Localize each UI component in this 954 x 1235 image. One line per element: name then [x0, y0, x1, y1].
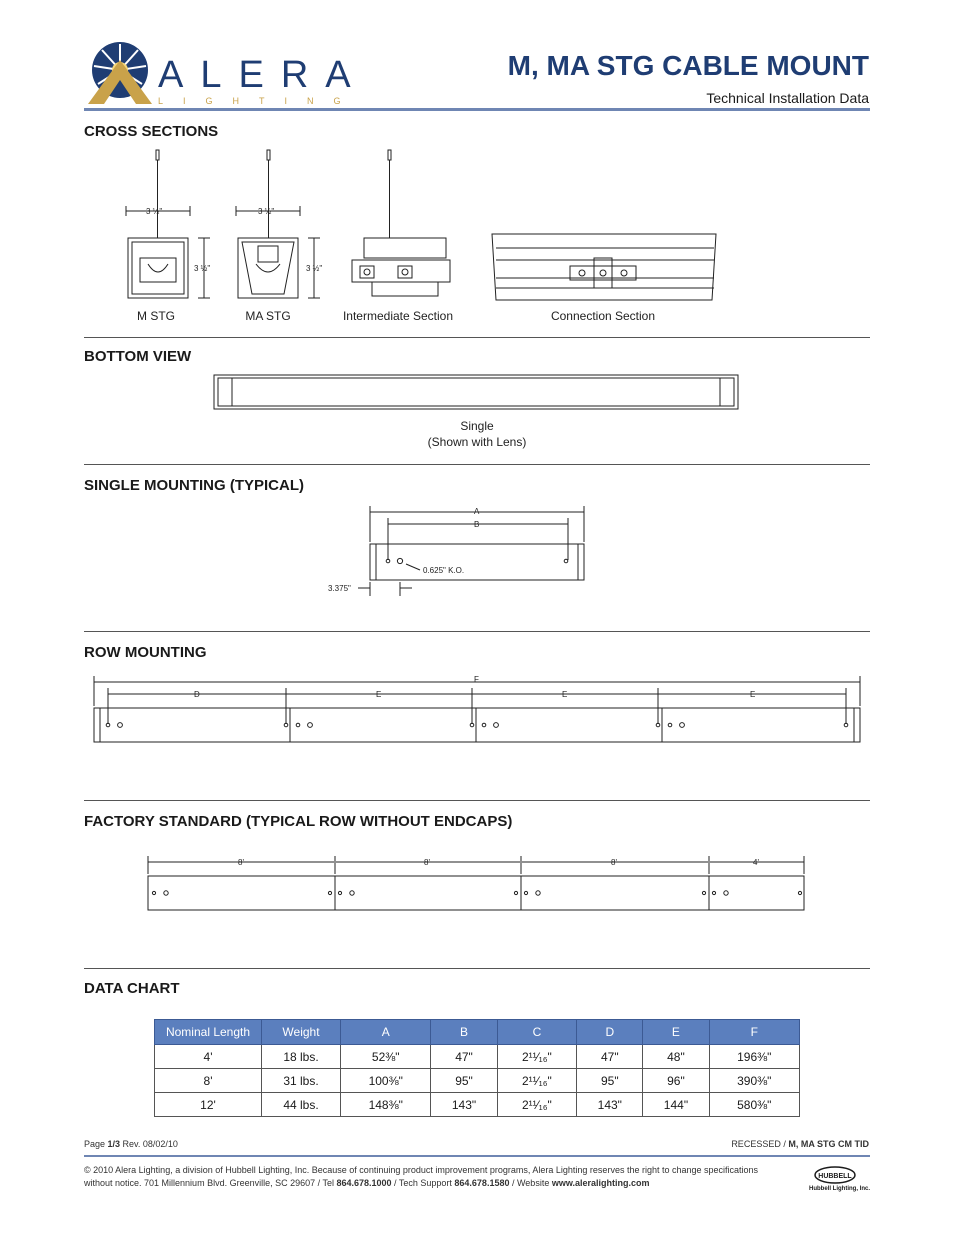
segment-1-label: 8' — [238, 858, 244, 867]
support-prefix: / Tech Support — [391, 1178, 455, 1188]
dim-d-label: D — [194, 690, 200, 699]
section-title-factory-standard: FACTORY STANDARD (TYPICAL ROW WITHOUT ENDCAPS) — [84, 813, 513, 830]
dim-e2-label: E — [562, 690, 568, 699]
section-title-single-mounting: SINGLE MOUNTING (TYPICAL) — [84, 477, 304, 494]
table-row — [155, 1045, 800, 1069]
cell: 2¹¹⁄₁₆" — [497, 1093, 577, 1117]
label-connection-section: Connection Section — [550, 309, 656, 323]
bottom-view-caption-line2: (Shown with Lens) — [427, 435, 527, 449]
page-info — [84, 1139, 178, 1149]
divider-1 — [84, 337, 870, 338]
copyright-text — [84, 1164, 784, 1190]
divider-2 — [84, 464, 870, 465]
cell: 44 lbs. — [262, 1093, 341, 1117]
segment-4-label: 4' — [753, 858, 759, 867]
category: RECESSED / — [731, 1139, 789, 1149]
table-row — [155, 1069, 800, 1093]
section-title-bottom-view: BOTTOM VIEW — [84, 348, 192, 365]
website-link[interactable]: www.aleralighting.com — [551, 1178, 650, 1188]
website-prefix: / Website — [509, 1178, 552, 1188]
document-subtitle: Technical Installation Data — [706, 90, 869, 106]
divider-5 — [84, 968, 870, 969]
data-chart-table — [154, 1019, 800, 1117]
header-f: F — [709, 1020, 799, 1045]
bottom-view-drawing — [212, 373, 742, 413]
dim-f-label: F — [474, 675, 479, 684]
segment-2-label: 8' — [424, 858, 430, 867]
header-b: B — [431, 1020, 497, 1045]
cell: 143" — [431, 1093, 497, 1117]
header-nominal-length: Nominal Length — [155, 1020, 262, 1045]
header-a: A — [341, 1020, 431, 1045]
page-number: 1/3 — [107, 1139, 121, 1149]
table-row — [155, 1093, 800, 1117]
phone-number: 864.678.1000 — [336, 1178, 392, 1188]
cell: 47" — [577, 1045, 643, 1069]
header-weight: Weight — [262, 1020, 341, 1045]
ma-stg-height-dim: 3 ½" — [306, 264, 323, 273]
m-stg-width-dim: 3 ½" — [146, 207, 163, 216]
segment-3-label: 8' — [611, 858, 617, 867]
support-number: 864.678.1580 — [454, 1178, 510, 1188]
cell: 47" — [431, 1045, 497, 1069]
cell: 100⅜" — [341, 1069, 431, 1093]
row-mounting-drawing — [90, 672, 864, 748]
header-e: E — [643, 1020, 709, 1045]
hubbell-wordmark: HUBBELL — [818, 1173, 852, 1180]
cell: 148⅜" — [341, 1093, 431, 1117]
cell: 2¹¹⁄₁₆" — [497, 1069, 577, 1093]
cell: 144" — [643, 1093, 709, 1117]
header-d: D — [577, 1020, 643, 1045]
cell: 12' — [155, 1093, 262, 1117]
cell: 4' — [155, 1045, 262, 1069]
table-header-row — [155, 1020, 800, 1045]
logo-subtitle: LIGHTING — [158, 96, 361, 106]
revision: Rev. 08/02/10 — [120, 1139, 178, 1149]
alera-logo-icon — [84, 40, 154, 106]
cell: 31 lbs. — [262, 1069, 341, 1093]
dim-e1-label: E — [376, 690, 382, 699]
factory-standard-drawing — [144, 852, 810, 916]
dim-e3-label: E — [750, 690, 756, 699]
header-c: C — [497, 1020, 577, 1045]
cell: 143" — [577, 1093, 643, 1117]
cell: 52⅜" — [341, 1045, 431, 1069]
divider-3 — [84, 631, 870, 632]
label-m-stg: M STG — [137, 309, 175, 323]
cell: 390⅜" — [709, 1069, 799, 1093]
cross-sections-drawing — [120, 148, 720, 308]
cell: 2¹¹⁄₁₆" — [497, 1045, 577, 1069]
cell: 580⅜" — [709, 1093, 799, 1117]
section-title-data-chart: DATA CHART — [84, 980, 180, 997]
page-prefix: Page — [84, 1139, 108, 1149]
logo-wordmark: ALERA — [158, 54, 368, 96]
dim-a-label: A — [474, 507, 480, 516]
label-ma-stg: MA STG — [245, 309, 291, 323]
knockout-label: 0.625" K.O. — [423, 566, 465, 575]
footer-rule — [84, 1155, 870, 1157]
document-title: M, MA STG CABLE MOUNT — [507, 50, 869, 81]
section-title-cross-sections: CROSS SECTIONS — [84, 123, 219, 140]
cell: 95" — [577, 1069, 643, 1093]
ma-stg-width-dim: 3 ½" — [258, 207, 275, 216]
cell: 96" — [643, 1069, 709, 1093]
cell: 95" — [431, 1069, 497, 1093]
cell: 18 lbs. — [262, 1045, 341, 1069]
header-rule — [84, 108, 870, 111]
offset-label: 3.375" — [328, 584, 351, 593]
hubbell-subtitle: Hubbell Lighting, Inc. — [809, 1186, 870, 1192]
cell: 8' — [155, 1069, 262, 1093]
hubbell-logo-icon — [805, 1165, 871, 1185]
section-title-row-mounting: ROW MOUNTING — [84, 644, 207, 661]
divider-4 — [84, 800, 870, 801]
cell: 196⅜" — [709, 1045, 799, 1069]
hubbell-logo — [805, 1165, 871, 1195]
single-mounting-drawing — [320, 502, 600, 602]
doc-code-info — [731, 1139, 869, 1149]
copyright-body: © 2010 Alera Lighting, a division of Hubbell Lighting, Inc. Because of continuing product improvement programs, Alera Lighting reserves the right to change specifications without notice. 701 Millennium Blvd. Greenville, SC 29607 / Tel — [84, 1165, 759, 1188]
dim-b-label: B — [474, 520, 480, 529]
m-stg-height-dim: 3 ½" — [194, 264, 211, 273]
label-intermediate-section: Intermediate Section — [342, 309, 454, 323]
cell: 48" — [643, 1045, 709, 1069]
bottom-view-caption-line1: Single — [460, 419, 494, 433]
doc-code: M, MA STG CM TID — [788, 1139, 869, 1149]
